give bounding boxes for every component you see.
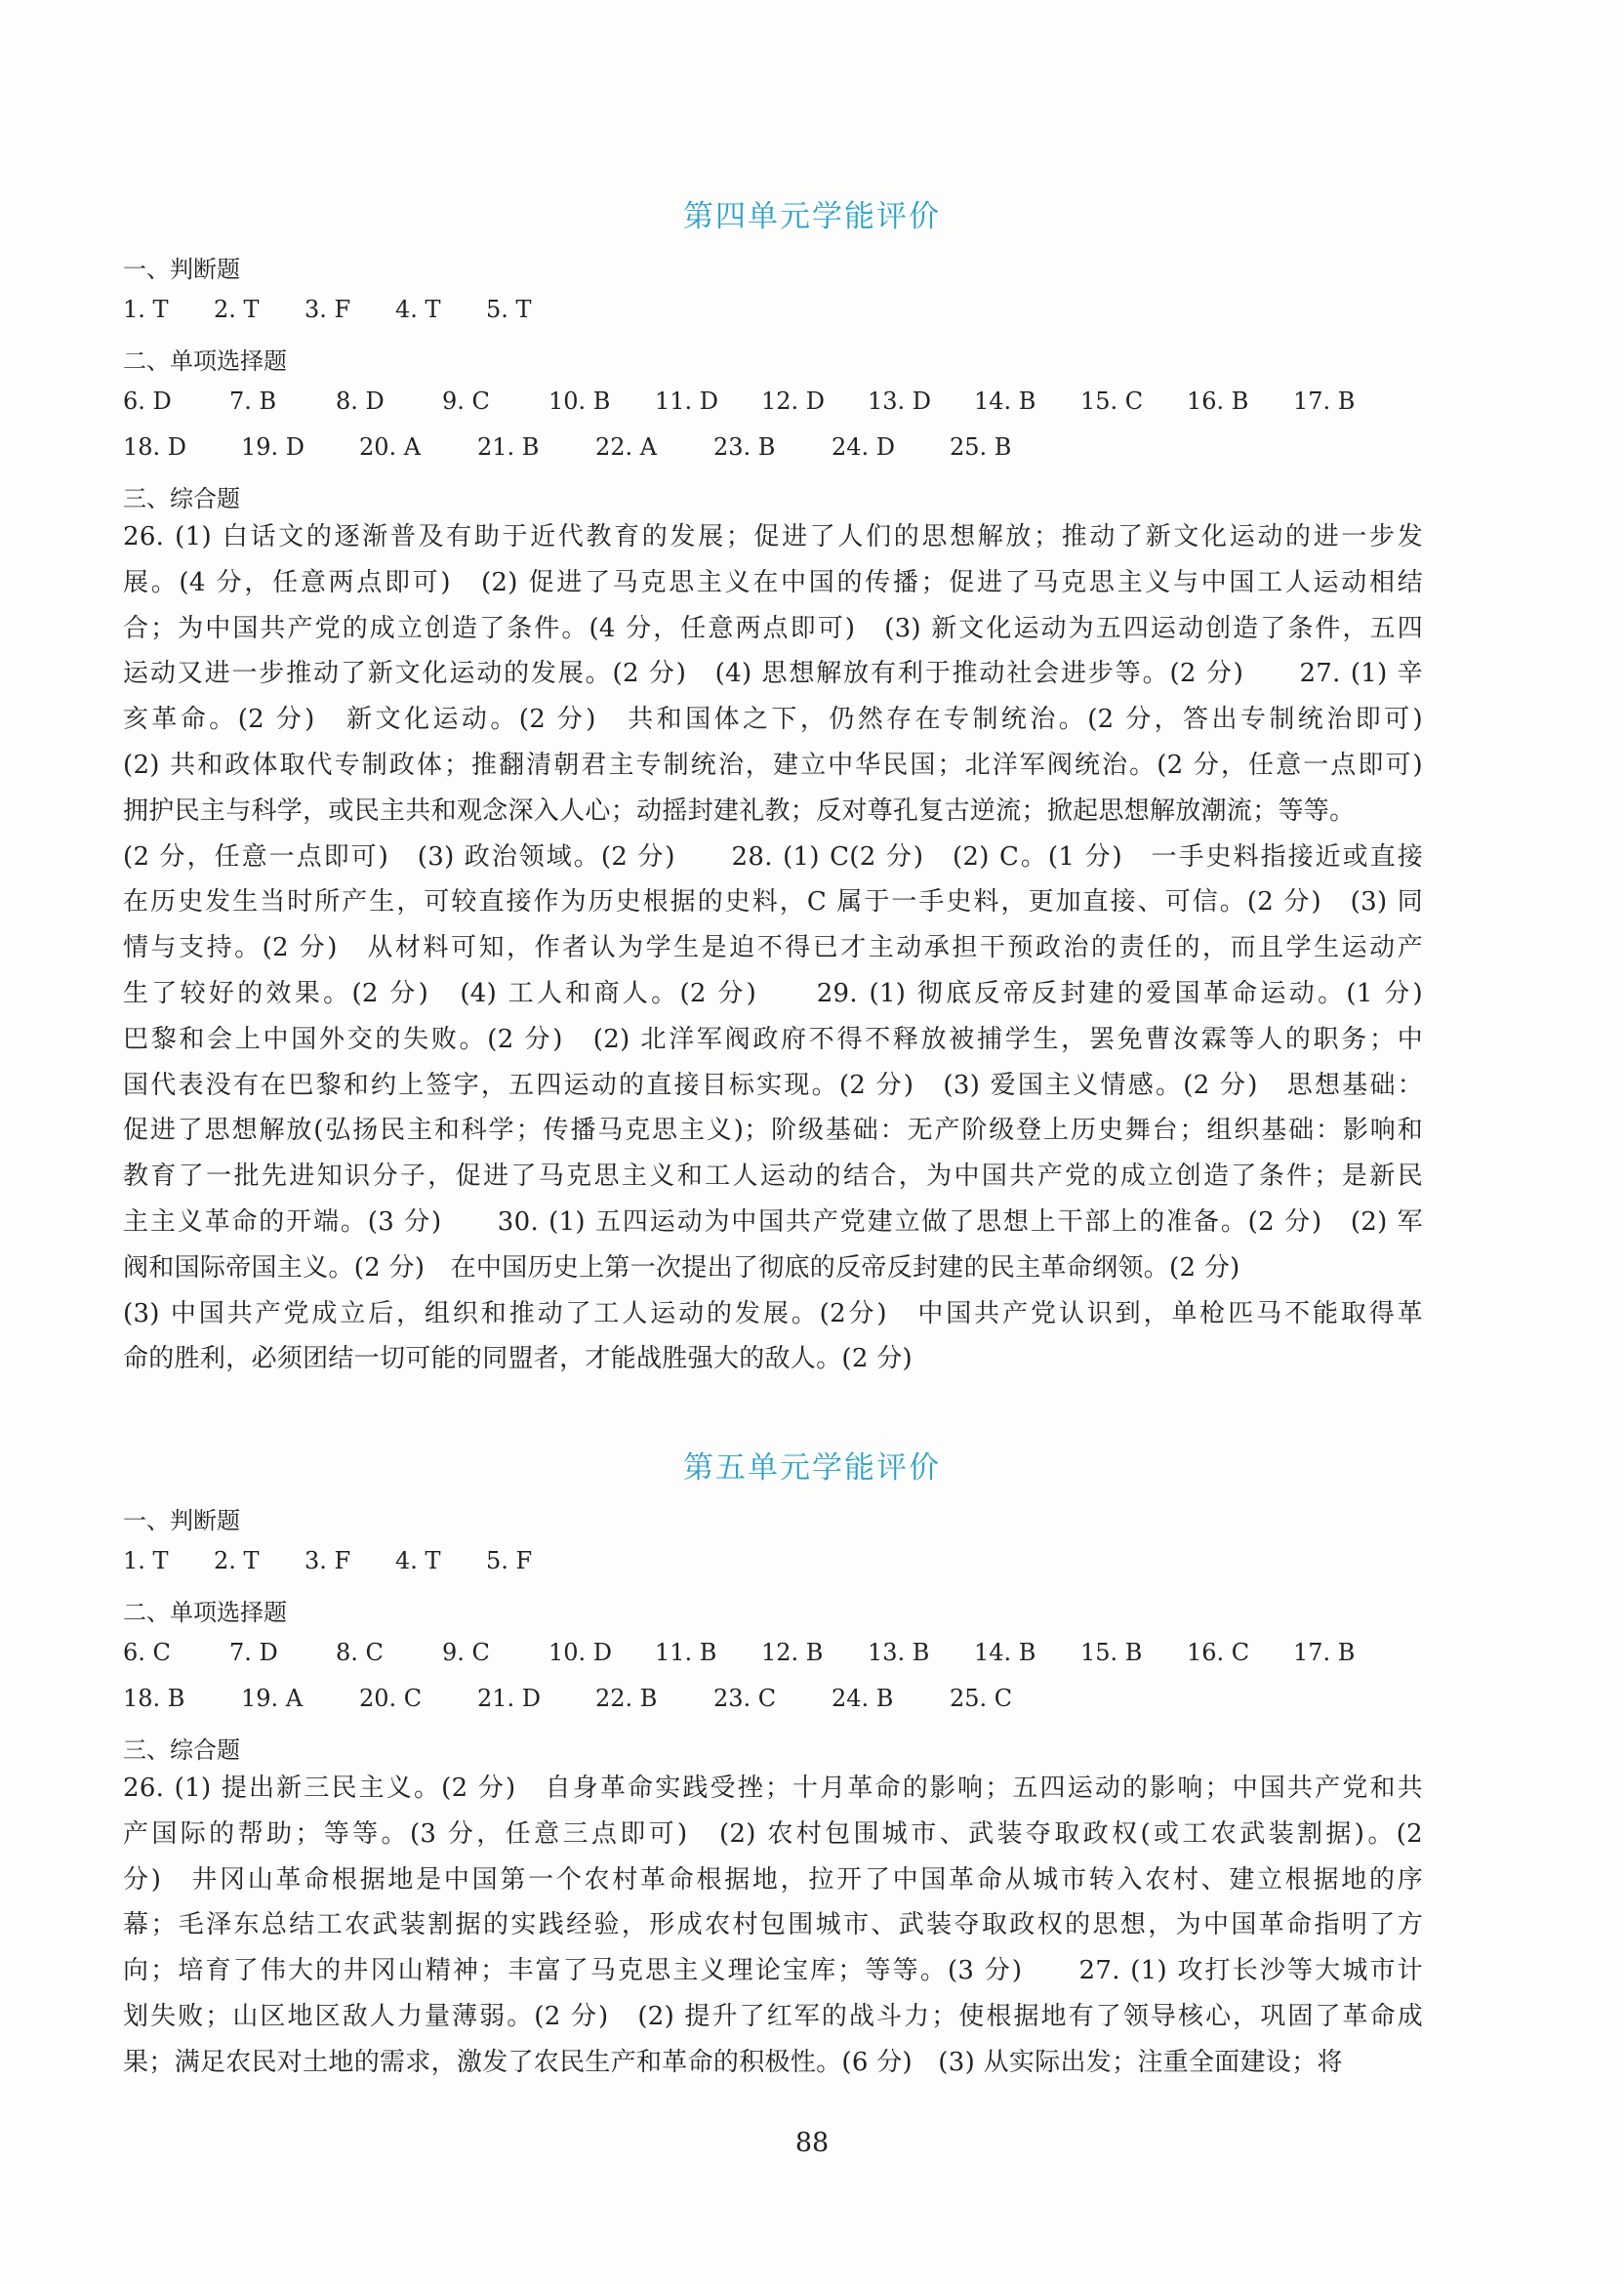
- unit5-choice-row-2: [123, 1685, 1421, 1712]
- answer-item: 13. D: [868, 387, 932, 415]
- answer-line: 拥护民主与科学，或民主共和观念深入人心；动摇封建礼教；反对尊孔复古逆流；掀起思想解放潮流；等等。: [123, 795, 1356, 826]
- answer-item: 8. D: [336, 387, 385, 415]
- answer-line: 亥革命。(2 分) 新文化运动。(2 分) 共和国体之下，仍然存在专制统治。(2 分，答出专制统治即可): [123, 705, 1423, 735]
- answer-item: 4. T: [395, 1547, 441, 1574]
- answer-item: 1. T: [123, 1547, 169, 1574]
- answer-item: 6. D: [123, 387, 172, 415]
- unit5-comprehensive-heading: 三、综合题: [123, 1736, 240, 1764]
- answer-line: 分) 井冈山革命根据地是中国第一个农村革命根据地，拉开了中国革命从城市转入农村、建立根据地的序: [123, 1864, 1423, 1895]
- answer-item: 25. C: [950, 1685, 1013, 1712]
- unit4-judgment-answers: [123, 296, 1421, 323]
- answer-item: 21. B: [477, 433, 540, 461]
- answer-item: 15. B: [1080, 1639, 1143, 1666]
- unit5-choice-row-1: [123, 1639, 1421, 1666]
- answer-item: 4. T: [395, 296, 441, 323]
- answer-item: 18. D: [123, 433, 187, 461]
- answer-line: 国代表没有在巴黎和约上签字，五四运动的直接目标实现。(2 分) (3) 爱国主义情感。(2 分) 思想基础：: [123, 1070, 1423, 1100]
- answer-item: 19. A: [241, 1685, 304, 1712]
- unit4-comprehensive-answers: [123, 514, 1423, 1382]
- unit4-choice-heading: 二、单项选择题: [123, 347, 287, 375]
- answer-item: 22. A: [595, 433, 658, 461]
- answer-item: 18. B: [123, 1685, 185, 1712]
- answer-item: 12. D: [761, 387, 826, 415]
- answer-item: 7. D: [229, 1639, 278, 1666]
- answer-item: 16. B: [1187, 387, 1249, 415]
- answer-item: 17. B: [1293, 1639, 1356, 1666]
- answer-item: 24. D: [832, 433, 896, 461]
- answer-item: 14. B: [974, 1639, 1036, 1666]
- answer-line: 果；满足农民对土地的需求，激发了农民生产和革命的积极性。(6 分) (3) 从实际出发；注重全面建设；将: [123, 2047, 1343, 2077]
- answer-line: 运动又进一步推动了新文化运动的发展。(2 分) (4) 思想解放有利于推动社会进步等。(2 分) 27. (1) 辛: [123, 659, 1423, 689]
- answer-line: 促进了思想解放(弘扬民主和科学；传播马克思主义)；阶级基础：无产阶级登上历史舞台；组织基础：影响和: [123, 1116, 1423, 1146]
- answer-item: 9. C: [442, 387, 490, 415]
- answer-line: 26. (1) 白话文的逐渐普及有助于近代教育的发展；促进了人们的思想解放；推动了新文化运动的进一步发: [123, 522, 1423, 551]
- answer-item: 21. D: [477, 1685, 542, 1712]
- answer-line: 命的胜利，必须团结一切可能的同盟者，才能战胜强大的敌人。(2 分): [123, 1344, 913, 1374]
- answer-item: 3. F: [304, 296, 351, 323]
- answer-item: 5. F: [486, 1547, 533, 1574]
- unit4-choice-row-2: [123, 433, 1421, 461]
- answer-item: 10. B: [548, 387, 611, 415]
- answer-line: (2 分，任意一点即可) (3) 政治领域。(2 分) 28. (1) C(2 分) (2) C。(1 分) 一手史料指接近或直接: [123, 841, 1423, 872]
- answer-item: 1. T: [123, 296, 169, 323]
- answer-line: (3) 中国共产党成立后，组织和推动了工人运动的发展。(2分) 中国共产党认识到，单枪匹马不能取得革: [123, 1298, 1423, 1328]
- answer-item: 24. B: [832, 1685, 894, 1712]
- answer-line: (2) 共和政体取代专制政体；推翻清朝君主专制统治，建立中华民国；北洋军阀统治。(2 分，任意一点即可): [123, 750, 1423, 780]
- answer-item: 22. B: [595, 1685, 658, 1712]
- answer-item: 12. B: [761, 1639, 824, 1666]
- answer-item: 14. B: [974, 387, 1036, 415]
- answer-line: 在历史发生当时所产生，可较直接作为历史根据的史料，C 属于一手史料，更加直接、可信。(2 分) (3) 同: [123, 887, 1423, 918]
- answer-line: 26. (1) 提出新三民主义。(2 分) 自身革命实践受挫；十月革命的影响；五四运动的影响；中国共产党和共: [123, 1774, 1423, 1803]
- answer-line: 情与支持。(2 分) 从材料可知，作者认为学生是迫不得已才主动承担干预政治的责任的，而且学生运动产: [123, 933, 1423, 963]
- answer-item: 15. C: [1080, 387, 1144, 415]
- answer-line: 产国际的帮助；等等。(3 分，任意三点即可) (2) 农村包围城市、武装夺取政权(或工农武装割据)。(2: [123, 1818, 1423, 1849]
- answer-line: 生了较好的效果。(2 分) (4) 工人和商人。(2 分) 29. (1) 彻底反帝反封建的爱国革命运动。(1 分): [123, 978, 1423, 1008]
- unit5-judgment-heading: 一、判断题: [123, 1507, 240, 1534]
- answer-item: 19. D: [241, 433, 305, 461]
- answer-line: 划失败；山区地区敌人力量薄弱。(2 分) (2) 提升了红军的战斗力；使根据地有了领导核心，巩固了革命成: [123, 2001, 1423, 2031]
- answer-item: 8. C: [336, 1639, 384, 1666]
- answer-line: 阀和国际帝国主义。(2 分) 在中国历史上第一次提出了彻底的反帝反封建的民主革命纲领。(2 分): [123, 1252, 1240, 1283]
- answer-item: 11. D: [655, 387, 719, 415]
- answer-item: 13. B: [868, 1639, 930, 1666]
- answer-item: 20. C: [359, 1685, 423, 1712]
- unit4-choice-row-1: [123, 387, 1421, 415]
- answer-item: 20. A: [359, 433, 422, 461]
- unit5-comprehensive-answers: [123, 1766, 1423, 2086]
- answer-line: 向；培育了伟大的井冈山精神；丰富了马克思主义理论宝库；等等。(3 分) 27. (1) 攻打长沙等大城市计: [123, 1956, 1423, 1986]
- answer-line: 合；为中国共产党的成立创造了条件。(4 分，任意两点即可) (3) 新文化运动为五四运动创造了条件，五四: [123, 613, 1423, 643]
- answer-item: 17. B: [1293, 387, 1356, 415]
- answer-item: 16. C: [1187, 1639, 1250, 1666]
- unit4-judgment-heading: 一、判断题: [123, 256, 240, 283]
- answer-item: 2. T: [214, 1547, 260, 1574]
- unit5-title: 第五单元学能评价: [683, 1450, 941, 1486]
- unit5-judgment-answers: [123, 1547, 1421, 1574]
- answer-item: 7. B: [229, 387, 277, 415]
- answer-line: 巴黎和会上中国外交的失败。(2 分) (2) 北洋军阀政府不得不释放被捕学生，罢免曹汝霖等人的职务；中: [123, 1024, 1423, 1054]
- unit4-comprehensive-heading: 三、综合题: [123, 485, 240, 512]
- page-number: 88: [794, 2128, 830, 2158]
- answer-item: 3. F: [304, 1547, 351, 1574]
- answer-line: 教育了一批先进知识分子，促进了马克思主义和工人运动的结合，为中国共产党的成立创造了条件；是新民: [123, 1162, 1423, 1192]
- unit5-choice-heading: 二、单项选择题: [123, 1599, 287, 1626]
- answer-item: 11. B: [655, 1639, 717, 1666]
- answer-line: 展。(4 分，任意两点即可) (2) 促进了马克思主义在中国的传播；促进了马克思主义与中国工人运动相结: [123, 567, 1423, 597]
- answer-line: 主主义革命的开端。(3 分) 30. (1) 五四运动为中国共产党建立做了思想上干部上的准备。(2 分) (2) 军: [123, 1206, 1423, 1237]
- answer-item: 6. C: [123, 1639, 171, 1666]
- answer-item: 23. C: [713, 1685, 777, 1712]
- unit4-title: 第四单元学能评价: [683, 199, 941, 234]
- answer-item: 23. B: [713, 433, 776, 461]
- answer-item: 9. C: [442, 1639, 490, 1666]
- answer-line: 幕；毛泽东总结工农武装割据的实践经验，形成农村包围城市、武装夺取政权的思想，为中国革命指明了方: [123, 1910, 1423, 1940]
- answer-item: 2. T: [214, 296, 260, 323]
- answer-item: 5. T: [486, 296, 532, 323]
- answer-item: 10. D: [548, 1639, 613, 1666]
- answer-item: 25. B: [950, 433, 1012, 461]
